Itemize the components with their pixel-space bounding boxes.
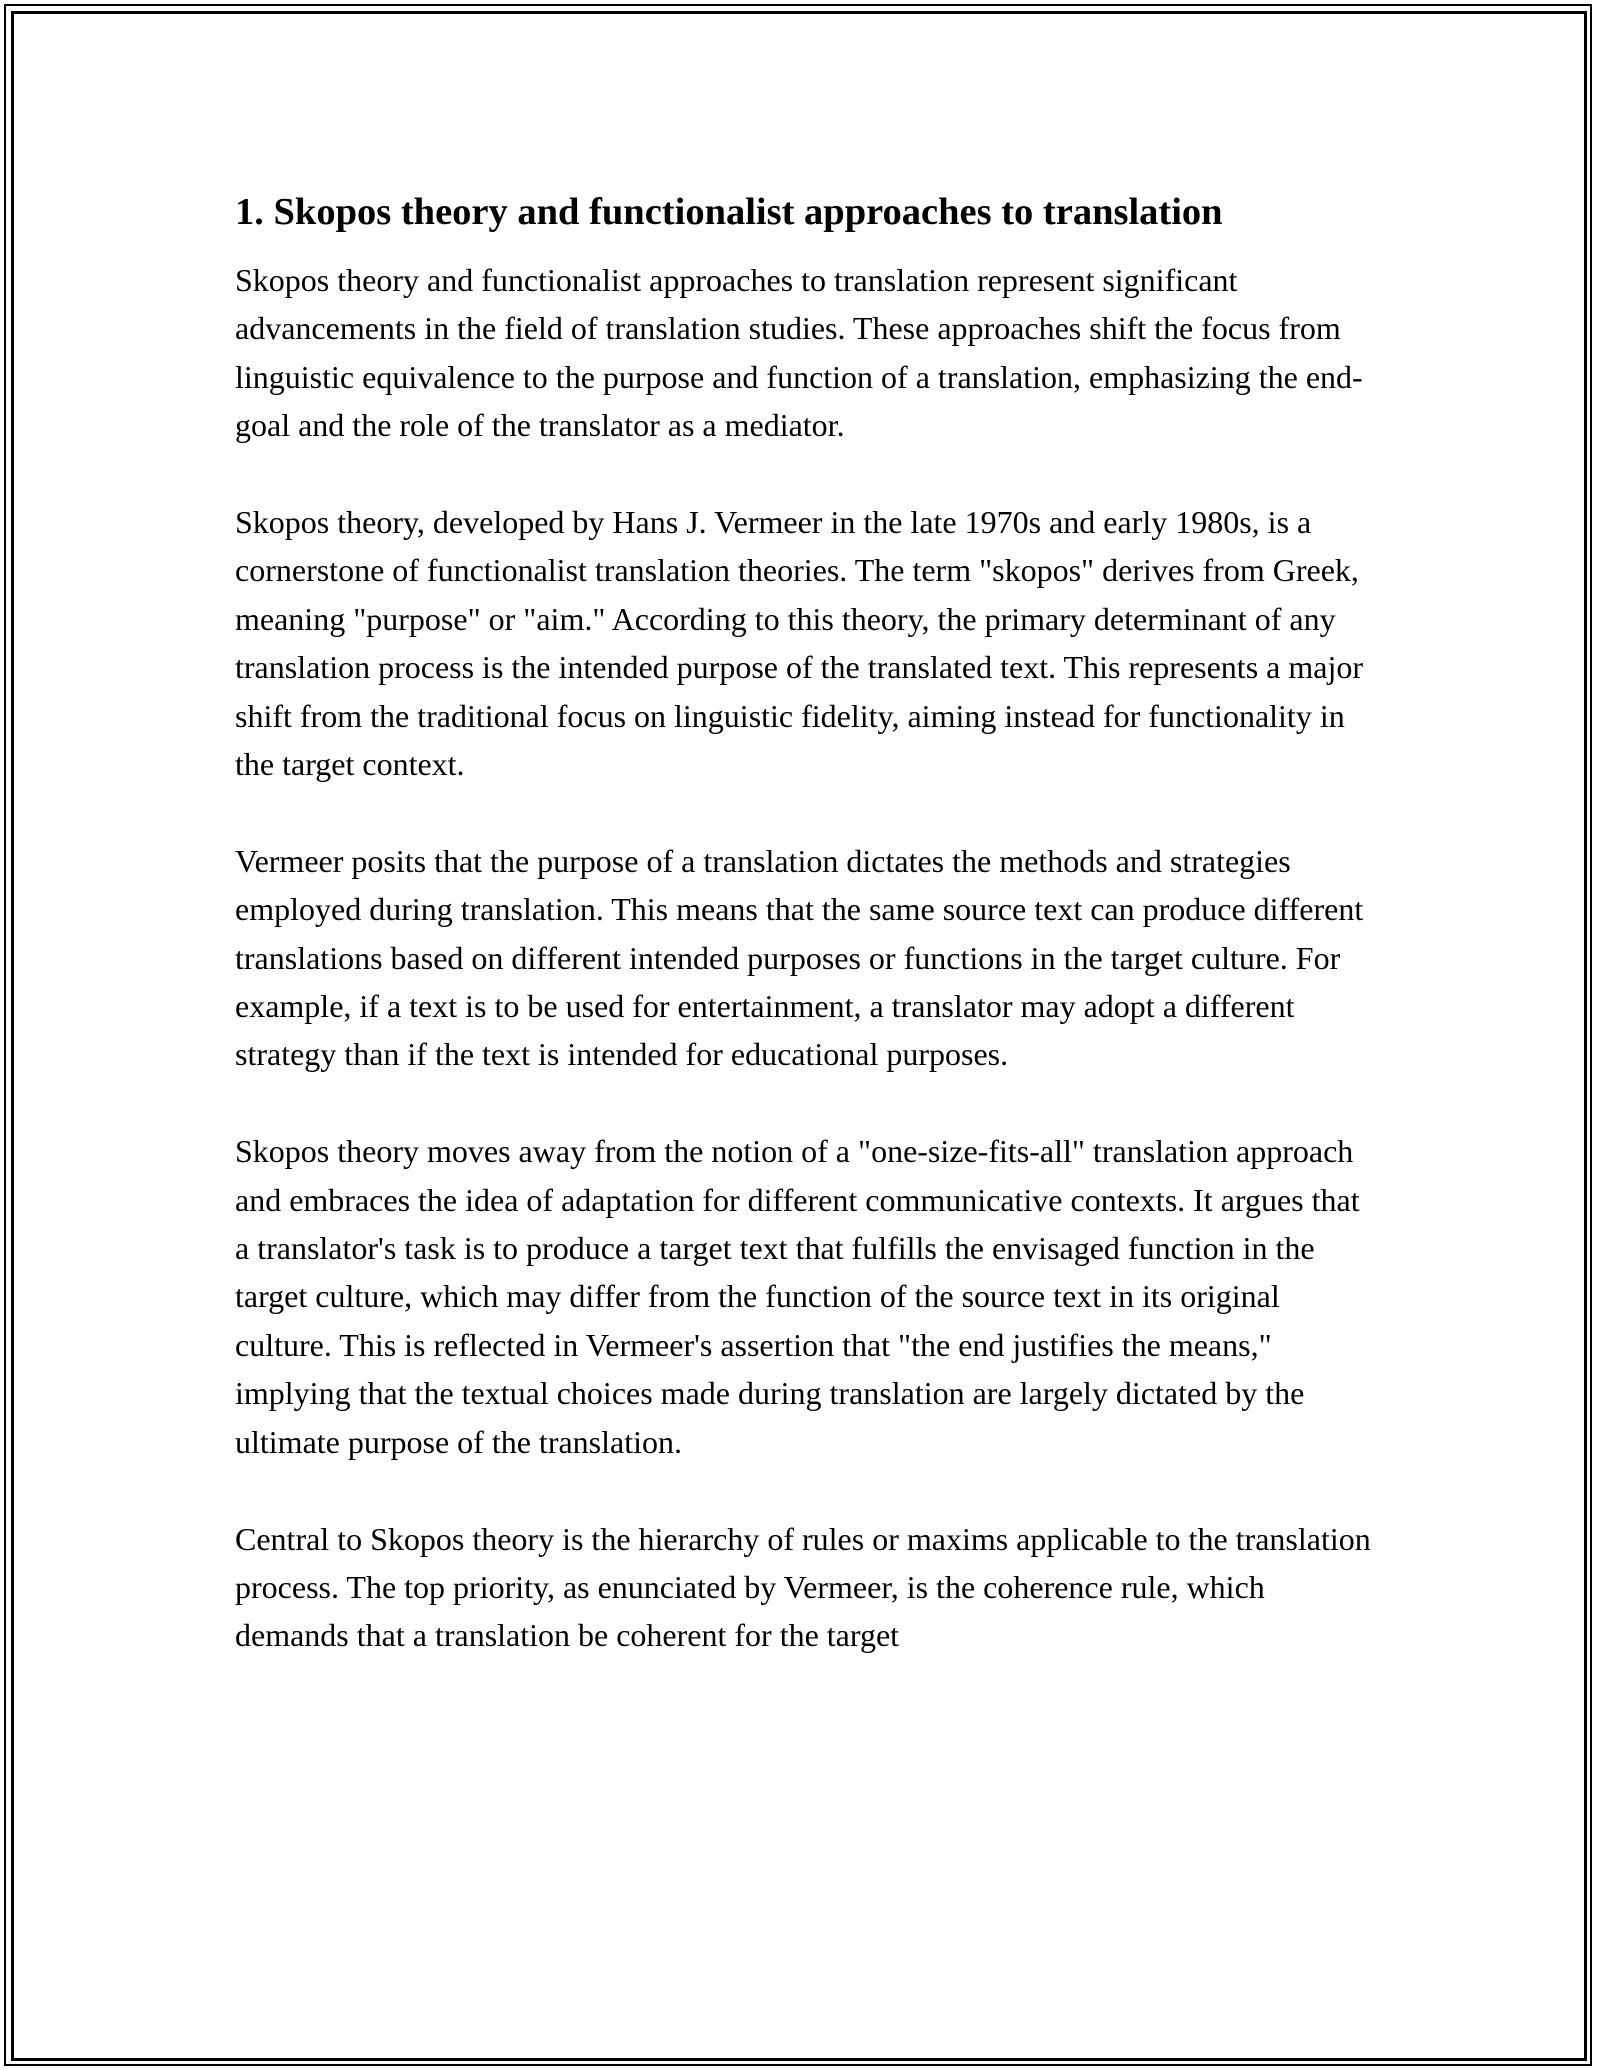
document-body (235, 188, 1375, 1660)
paragraph-3: Vermeer posits that the purpose of a translation dictates the methods and strategies employed during translation. This means that the same source text can produce different translations based on different intended purposes or functions in the target culture. For example, if a text is to be used for entertainment, a translator may adopt a different strategy than if the text is intended for educational purposes. (235, 842, 1364, 1073)
paragraph-5: Central to Skopos theory is the hierarchy of rules or maxims applicable to the translation process. The top priority, as enunciated by Vermeer, is the coherence rule, which demands that a translation be coherent for the target (235, 1520, 1371, 1654)
section-heading: 1. Skopos theory and functionalist approaches to translation (235, 191, 1223, 233)
paragraph-4: Skopos theory moves away from the notion of a "one-size-fits-all" translation approach and embraces the idea of adaptation for different communicative contexts. It argues that a translator's task is to produce a target text that fulfills the envisaged function in the target culture, which may differ from the function of the source text in its original culture. This is reflected in Vermeer's assertion that "the end justifies the means," implying that the textual choices made during translation are largely dictated by the ultimate purpose of the translation. (235, 1133, 1360, 1460)
paragraph-2: Skopos theory, developed by Hans J. Vermeer in the late 1970s and early 1980s, is a cornerstone of functionalist translation theories. The term "skopos" derives from Greek, meaning "purpose" or "aim." According to this theory, the primary determinant of any translation process is the intended purpose of the translated text. This represents a major shift from the traditional focus on linguistic fidelity, aiming instead for functionality in the target context. (235, 504, 1363, 783)
paragraph-1: Skopos theory and functionalist approaches to translation represent significant advancements in the field of translation studies. These approaches shift the focus from linguistic equivalence to the purpose and function of a translation, emphasizing the end-goal and the role of the translator as a mediator. (235, 262, 1363, 444)
